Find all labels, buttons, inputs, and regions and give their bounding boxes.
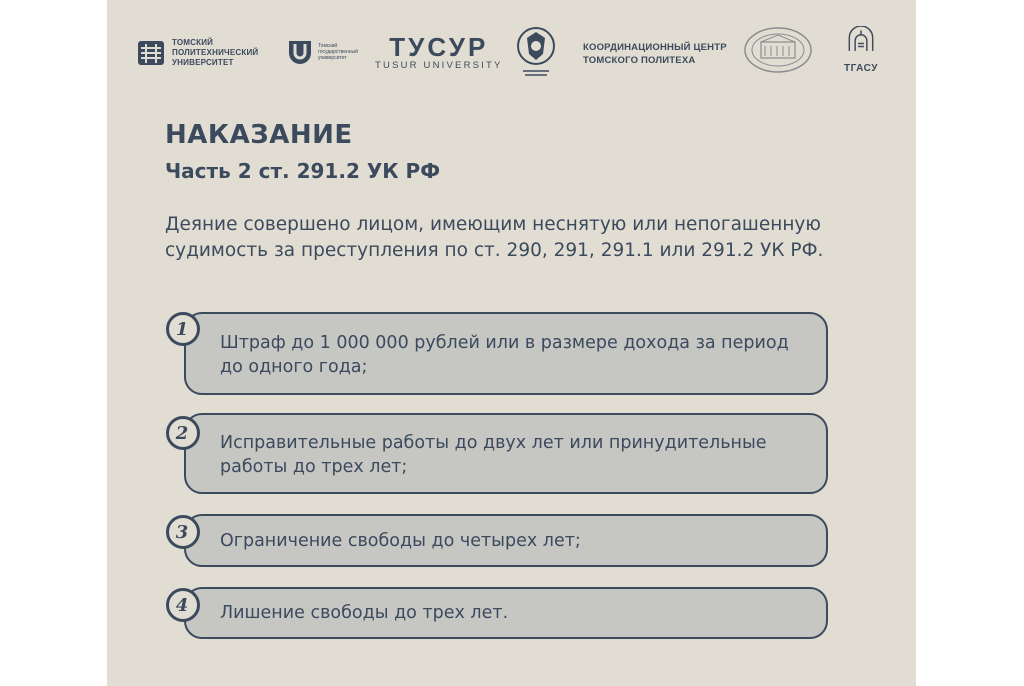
page-subtitle: Часть 2 ст. 291.2 УК РФ [165,159,441,183]
list-item [184,587,828,639]
intro-text: Деяние совершено лицом, имеющим неснятую или непогашенную судимость за преступления по ст. 290, 291, 291.1 или 291.2 УК РФ. [165,214,824,261]
tusur-wordmark: ТУСУР [389,32,489,62]
tpu-emblem-icon [137,39,165,67]
tpu-logo [137,38,258,68]
list-item-text: Лишение свободы до трех лет. [220,603,509,623]
list-item [184,514,828,567]
slide [107,0,916,686]
tgasu-arch-icon [835,26,887,64]
tusur-logo [375,34,503,71]
item-number-badge [166,588,200,622]
tusur-subtitle: TUSUR UNIVERSITY [375,60,503,71]
list-item-text: Штраф до 1 000 000 рублей или в размере дохода за период до одного года; [220,333,789,377]
item-number-badge [166,312,200,346]
item-number: 2 [175,422,189,444]
logos-row [107,0,916,100]
tgasu-wordmark: ТГАСУ [844,63,878,74]
item-number: 3 [175,521,189,543]
item-number-badge [166,416,200,450]
tgu-emblem-icon [287,38,313,66]
item-number: 1 [175,318,189,340]
coordination-center-logo: КООРДИНАЦИОННЫЙ ЦЕНТР ТОМСКОГО ПОЛИТЕХА [583,42,727,66]
tpu-name: ТОМСКИЙ ПОЛИТЕХНИЧЕСКИЙ УНИВЕРСИТЕТ [172,38,259,67]
item-number-badge [166,515,200,549]
list-item [184,312,828,395]
tgu-logo [287,38,358,66]
tgpu-seal-icon [743,26,813,74]
list-item-text: Ограничение свободы до четырех лет; [220,531,581,551]
item-number: 4 [175,594,189,616]
sibmed-crest-icon [515,24,557,82]
tgasu-logo [835,26,887,78]
tgu-name: Томский государственный университет [318,43,358,61]
list-item-text: Исправительные работы до двух лет или принудительные работы до трех лет; [220,433,767,477]
page-title: НАКАЗАНИЕ [165,120,353,150]
list-item [184,413,828,494]
